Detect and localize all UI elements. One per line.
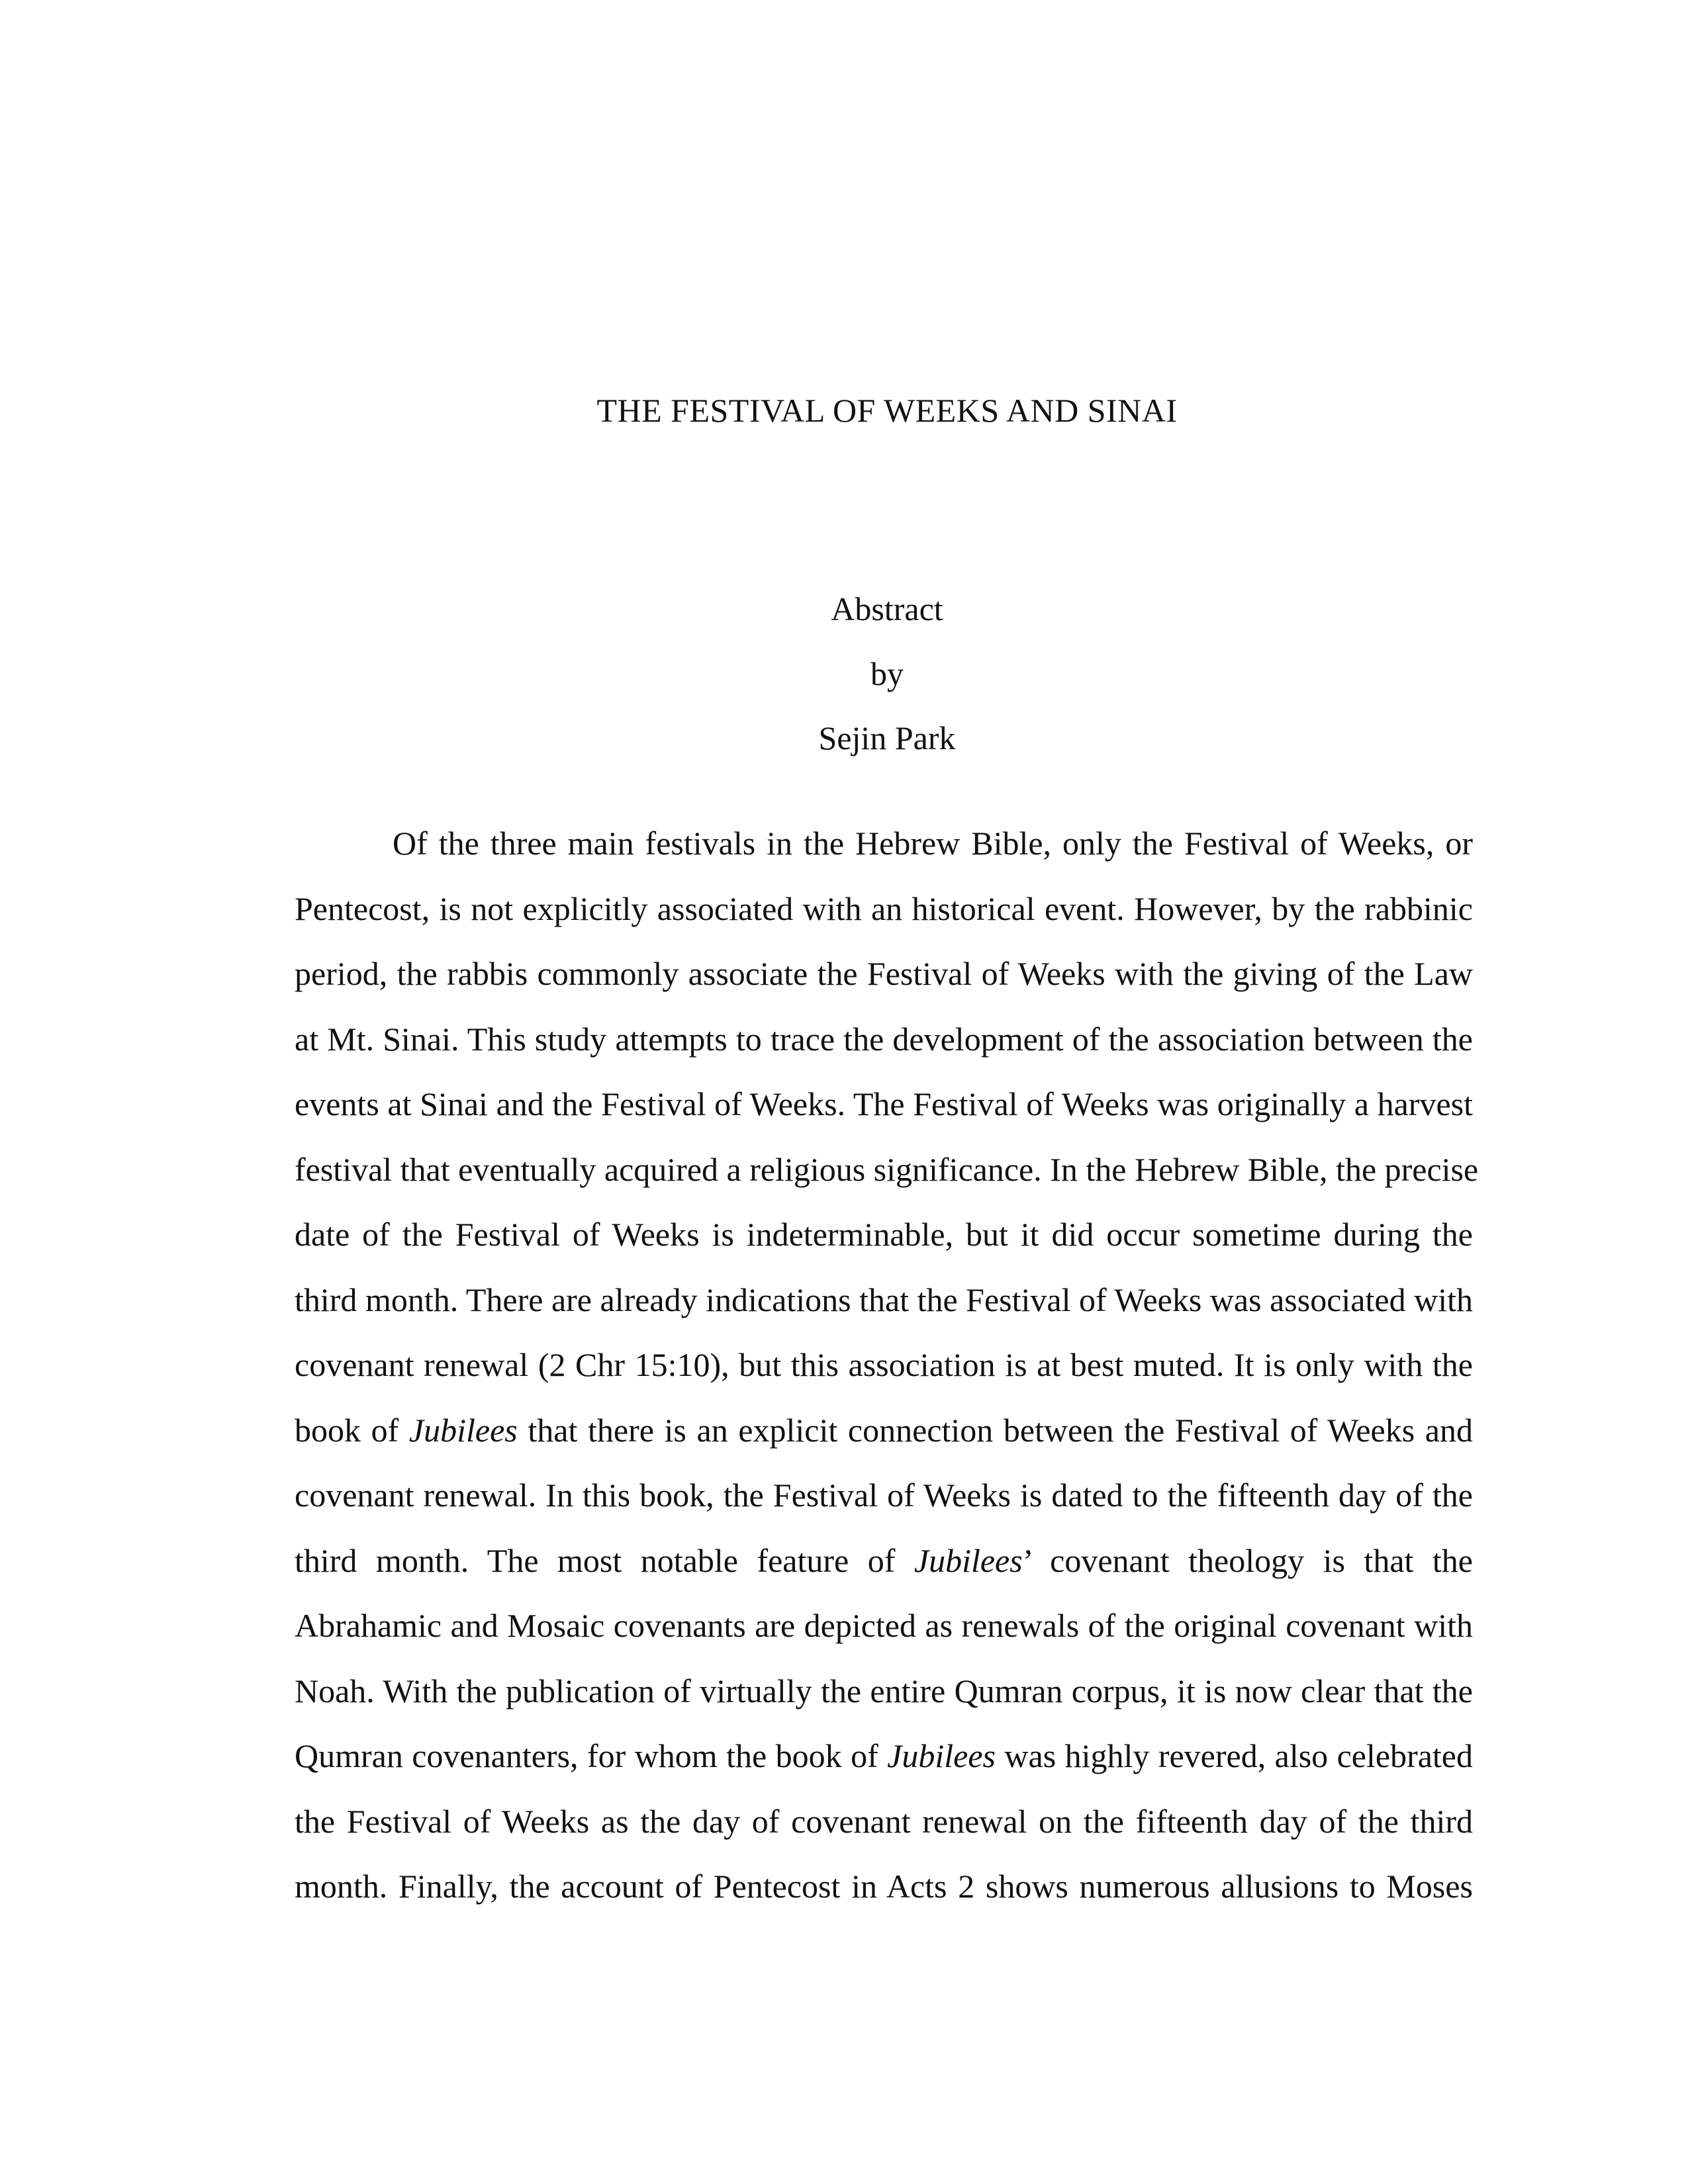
line-text: book of: [295, 1411, 409, 1449]
document-title: THE FESTIVAL OF WEEKS AND SINAI: [596, 392, 1178, 429]
abstract-line: date of the Festival of Weeks is indeterminable, but it did occur sometime during the: [295, 1216, 1473, 1253]
abstract-body: [295, 823, 1479, 1932]
abstract-line: period, the rabbis commonly associate the Festival of Weeks with the giving of the Law: [295, 955, 1473, 992]
italic-title: Jubilees: [914, 1541, 1023, 1579]
line-text: ’ covenant theology is that the: [1022, 1541, 1473, 1579]
line-text: Qumran covenanters, for whom the book of: [295, 1737, 888, 1774]
abstract-line: Pentecost, is not explicitly associated with an historical event. However, by the rabbinic: [295, 889, 1473, 927]
line-text: third month. The most notable feature of: [295, 1541, 914, 1579]
by-line: by: [870, 655, 904, 692]
abstract-line: Of the three main festivals in the Hebrew Bible, only the Festival of Weeks, or: [393, 825, 1473, 862]
abstract-line: the Festival of Weeks as the day of covenant renewal on the fifteenth day of the third: [295, 1802, 1473, 1840]
line-text: that there is an explicit connection between the Festival of Weeks and: [517, 1411, 1474, 1449]
abstract-line: events at Sinai and the Festival of Weeks. The Festival of Weeks was originally a harvest: [295, 1085, 1473, 1122]
abstract-line: at Mt. Sinai. This study attempts to trace the development of the association between the: [295, 1020, 1473, 1058]
abstract-line: Abrahamic and Mosaic covenants are depicted as renewals of the original covenant with: [295, 1607, 1473, 1644]
italic-title: Jubilees: [408, 1411, 518, 1449]
abstract-line: [295, 1541, 1473, 1606]
abstract-line: [295, 1736, 1473, 1801]
abstract-line: covenant renewal (2 Chr 15:10), but this association is at best muted. It is only with the: [295, 1346, 1473, 1383]
abstract-line: [295, 1410, 1473, 1476]
author-name: Sejin Park: [818, 719, 956, 756]
abstract-line: third month. There are already indications that the Festival of Weeks was associated with: [295, 1281, 1473, 1318]
abstract-line: covenant renewal. In this book, the Festival of Weeks is dated to the fifteenth day of the: [295, 1477, 1473, 1514]
abstract-heading: Abstract: [831, 590, 943, 627]
abstract-line: month. Finally, the account of Pentecost in Acts 2 shows numerous allusions to Moses: [295, 1868, 1473, 1905]
line-text: was highly revered, also celebrated: [995, 1737, 1473, 1774]
abstract-line: festival that eventually acquired a religious significance. In the Hebrew Bible, the precise: [295, 1150, 1479, 1188]
italic-title: Jubilees: [887, 1737, 996, 1774]
abstract-line: Noah. With the publication of virtually the entire Qumran corpus, it is now clear that the: [295, 1672, 1473, 1709]
